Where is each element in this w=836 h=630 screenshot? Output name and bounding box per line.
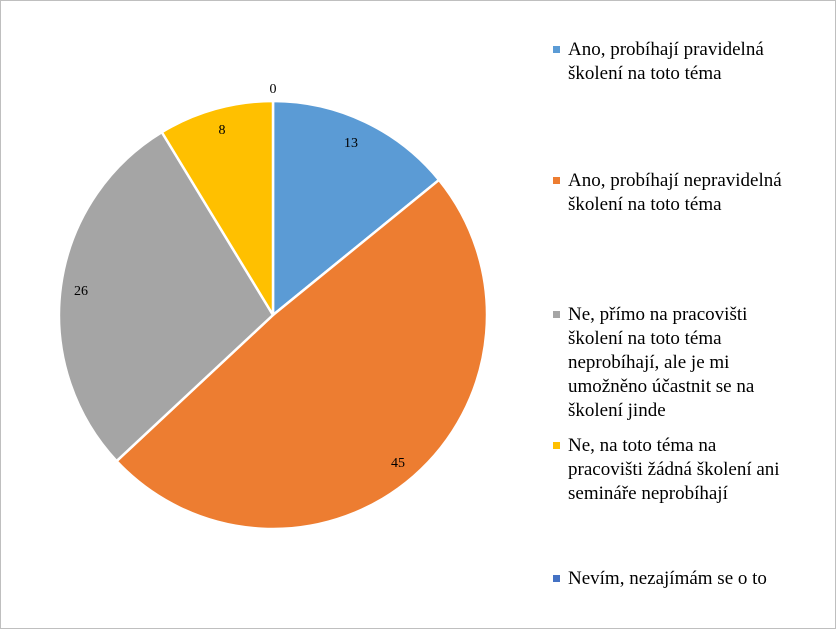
legend-label-line: umožněno účastnit se na (568, 376, 755, 397)
legend-label-line: semináře neprobíhají (568, 483, 728, 504)
legend-label-line: školení jinde (568, 400, 666, 421)
legend-label-line: školení na toto téma (568, 328, 722, 349)
legend-label-line: Ne, přímo na pracovišti (568, 304, 748, 325)
legend-label-line: školení na toto téma (568, 63, 722, 84)
data-label-4: 8 (218, 123, 226, 139)
legend-label-line: Nevím, nezajímám se o to (568, 568, 767, 589)
data-label-1: 13 (344, 136, 358, 152)
data-label-5: 0 (269, 82, 277, 98)
legend-label-line: neprobíhají, ale je mi (568, 352, 730, 373)
data-label-2: 45 (391, 456, 405, 472)
legend-label-line: Ano, probíhají pravidelná (568, 39, 764, 60)
pie-slices (59, 101, 487, 529)
pie-chart (1, 1, 836, 630)
legend-label-line: pracovišti žádná školení ani (568, 459, 780, 480)
legend-label-line: Ne, na toto téma na (568, 435, 717, 456)
legend-label-line: Ano, probíhají nepravidelná (568, 170, 782, 191)
data-label-3: 26 (74, 284, 88, 300)
legend-label-line: školení na toto téma (568, 194, 722, 215)
